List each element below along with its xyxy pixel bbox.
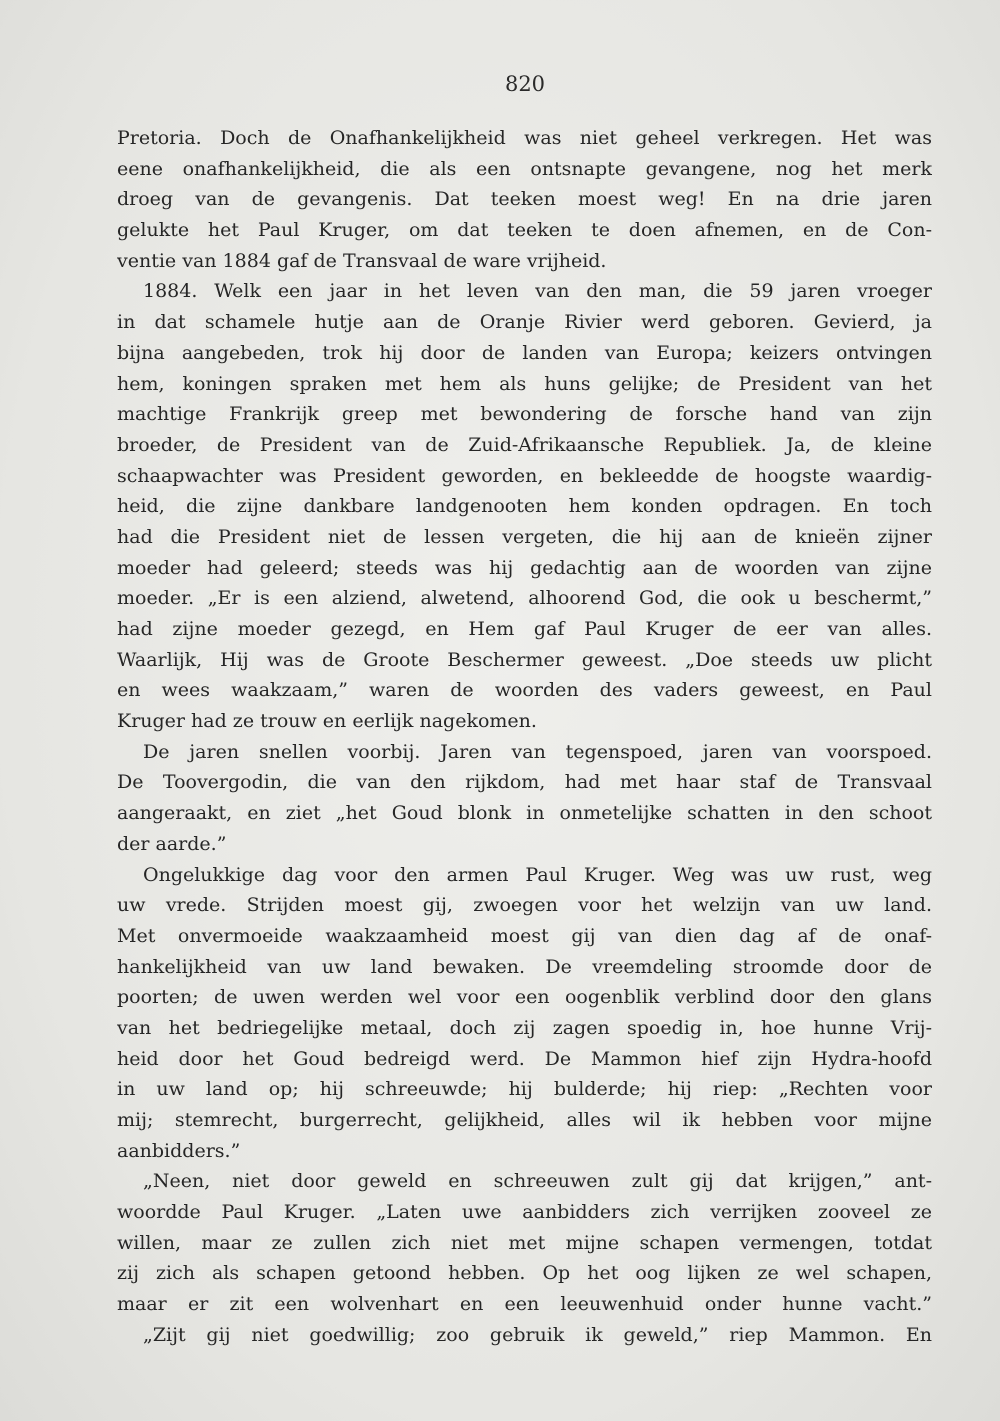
text-line: 1884. Welk een jaar in het leven van den man, die 59 jaren vroeger (143, 280, 932, 303)
body-text (117, 123, 932, 1351)
page-number: 820 (504, 72, 546, 96)
text-line: moeder had geleerd; steeds was hij gedachtig aan de woorden van zijne (117, 556, 932, 579)
text-line: hem, koningen spraken met hem als huns gelijke; de President van het (117, 372, 932, 395)
text-line: uw vrede. Strijden moest gij, zwoegen voor het welzijn van uw land. (117, 894, 932, 917)
text-line: hankelijkheid van uw land bewaken. De vreemdeling stroomde door de (117, 955, 932, 978)
text-line: De jaren snellen voorbij. Jaren van tegenspoed, jaren van voorspoed. (143, 740, 932, 763)
text-line: moeder. „Er is een alziend, alwetend, alhoorend God, die ook u beschermt,” (117, 587, 932, 610)
text-line: maar er zit een wolvenhart en een leeuwenhuid onder hunne vacht.” (117, 1293, 932, 1316)
text-line: ventie van 1884 gaf de Transvaal de ware vrijheid. (117, 249, 607, 272)
text-line: „Neen, niet door geweld en schreeuwen zult gij dat krijgen,” ant- (143, 1170, 932, 1193)
text-line: Pretoria. Doch de Onafhankelijkheid was niet geheel verkregen. Het was (117, 127, 932, 149)
text-line: aanbidders.” (117, 1139, 241, 1162)
text-line: poorten; de uwen werden wel voor een oogenblik verblind door den glans (117, 986, 932, 1009)
text-line: heid, die zijne dankbare landgenooten hem konden opdragen. En toch (117, 495, 932, 518)
text-line: willen, maar ze zullen zich niet met mijne schapen vermengen, totdat (117, 1231, 932, 1254)
text-line: schaapwachter was President geworden, en bekleedde de hoogste waardig- (117, 464, 932, 487)
text-line: gelukte het Paul Kruger, om dat teeken te doen afnemen, en de Con- (117, 219, 932, 242)
text-line: woordde Paul Kruger. „Laten uwe aanbidders zich verrijken zooveel ze (117, 1201, 932, 1224)
text-line: in dat schamele hutje aan de Oranje Rivier werd geboren. Gevierd, ja (117, 311, 932, 334)
text-line: heid door het Goud bedreigd werd. De Mammon hief zijn Hydra-hoofd (117, 1047, 932, 1070)
text-line: Waarlijk, Hij was de Groote Beschermer geweest. „Doe steeds uw plicht (117, 648, 932, 671)
text-line: zij zich als schapen getoond hebben. Op het oog lijken ze wel schapen, (117, 1262, 932, 1285)
text-line: der aarde.” (117, 832, 227, 855)
text-line: De Toovergodin, die van den rijkdom, had met haar staf de Transvaal (117, 771, 932, 794)
text-line: had die President niet de lessen vergeten, die hij aan de knieën zijner (117, 525, 932, 548)
text-line: bijna aangebeden, trok hij door de landen van Europa; keizers ontvingen (117, 341, 932, 364)
text-line: broeder, de President van de Zuid-Afrikaansche Republiek. Ja, de kleine (117, 433, 932, 456)
text-line: aangeraakt, en ziet „het Goud blonk in onmetelijke schatten in den schoot (117, 802, 932, 825)
text-line: had zijne moeder gezegd, en Hem gaf Paul Kruger de eer van alles. (117, 618, 932, 640)
text-line: Kruger had ze trouw en eerlijk nagekomen. (117, 710, 537, 733)
text-line: van het bedriegelijke metaal, doch zij zagen spoedig in, hoe hunne Vrij- (117, 1016, 932, 1039)
text-line: Ongelukkige dag voor den armen Paul Kruger. Weg was uw rust, weg (143, 863, 932, 886)
text-line: en wees waakzaam,” waren de woorden des vaders geweest, en Paul (117, 679, 932, 702)
text-line: eene onafhankelijkheid, die als een ontsnapte gevangene, nog het merk (117, 157, 932, 180)
text-line: „Zijt gij niet goedwillig; zoo gebruik ik geweld,” riep Mammon. En (143, 1323, 932, 1346)
text-line: droeg van de gevangenis. Dat teeken moest weg! En na drie jaren (117, 188, 932, 211)
text-line: in uw land op; hij schreeuwde; hij bulderde; hij riep: „Rechten voor (117, 1078, 932, 1101)
text-line: machtige Frankrijk greep met bewondering de forsche hand van zijn (117, 403, 932, 426)
text-line: Met onvermoeide waakzaamheid moest gij van dien dag af de onaf- (117, 924, 932, 947)
text-line: mij; stemrecht, burgerrecht, gelijkheid, alles wil ik hebben voor mijne (117, 1109, 932, 1131)
